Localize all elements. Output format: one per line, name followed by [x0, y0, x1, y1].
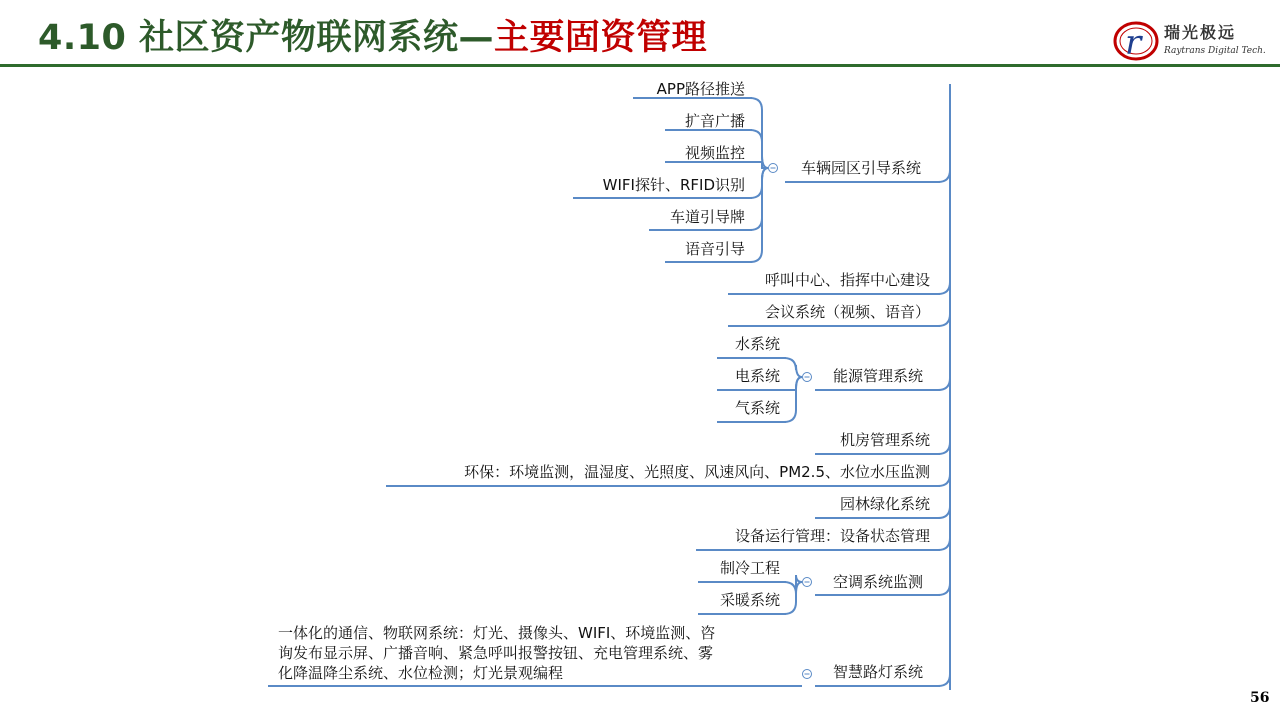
branch-equipment-operation — [696, 527, 950, 550]
leaf-label: 电系统 — [734, 367, 780, 385]
branch-label: 车辆园区引导系统 — [800, 159, 922, 177]
title-highlight: 主要固资管理 — [494, 18, 708, 58]
branch-label: 能源管理系统 — [832, 367, 924, 385]
title-prefix: 4.10 社区资产物联网系统— — [38, 18, 495, 58]
leaf-label: 车道引导牌 — [669, 208, 745, 226]
branch-landscaping — [815, 495, 950, 518]
leaf-text-line: 询发布显示屏、广播音响、紧急呼叫报警按钮、充电管理系统、雾 — [278, 644, 714, 662]
branch-label: 环保：环境监测，温湿度、光照度、风速风向、PM2.5、水位水压监测 — [464, 463, 930, 481]
leaf-label: 制冷工程 — [719, 559, 780, 577]
logo-cn: 瑞光极远 — [1164, 23, 1237, 42]
branch-energy-management — [717, 335, 950, 422]
branch-label: 机房管理系统 — [839, 431, 930, 449]
leaf-label: WIFI探针、RFID识别 — [602, 176, 745, 194]
leaf-label: 水系统 — [734, 335, 780, 353]
branch-label: 园林绿化系统 — [839, 495, 930, 513]
branch-label: 空调系统监测 — [832, 573, 924, 591]
branch-label: 智慧路灯系统 — [832, 663, 924, 681]
branch-label: 会议系统（视频、语音） — [764, 303, 930, 321]
leaf-label: 气系统 — [734, 399, 780, 417]
page-number: 56 — [1250, 690, 1270, 706]
branch-label: 设备运行管理：设备状态管理 — [734, 527, 930, 545]
branch-environment — [386, 463, 950, 486]
leaf-text-line: 化降温降尘系统、水位检测；灯光景观编程 — [278, 664, 564, 682]
branch-hvac-monitoring — [698, 559, 950, 614]
leaf-label: 采暖系统 — [719, 591, 780, 609]
branch-smart-streetlight — [268, 624, 950, 686]
leaf-text-line: 一体化的通信、物联网系统：灯光、摄像头、WIFI、环境监测、咨 — [278, 624, 716, 642]
branch-vehicle-guidance — [573, 80, 950, 262]
branch-call-center — [728, 271, 950, 294]
leaf-label: 语音引导 — [684, 240, 745, 258]
branch-meeting-system — [728, 303, 950, 326]
leaf-label: 扩音广播 — [684, 112, 745, 130]
branch-label: 呼叫中心、指挥中心建设 — [764, 271, 930, 289]
leaf-label: 视频监控 — [684, 144, 745, 162]
logo-glyph: r — [1125, 23, 1142, 63]
logo-en: Raytrans Digital Tech. — [1164, 46, 1266, 56]
branch-server-room — [815, 431, 950, 454]
leaf-label: APP路径推送 — [656, 80, 745, 98]
